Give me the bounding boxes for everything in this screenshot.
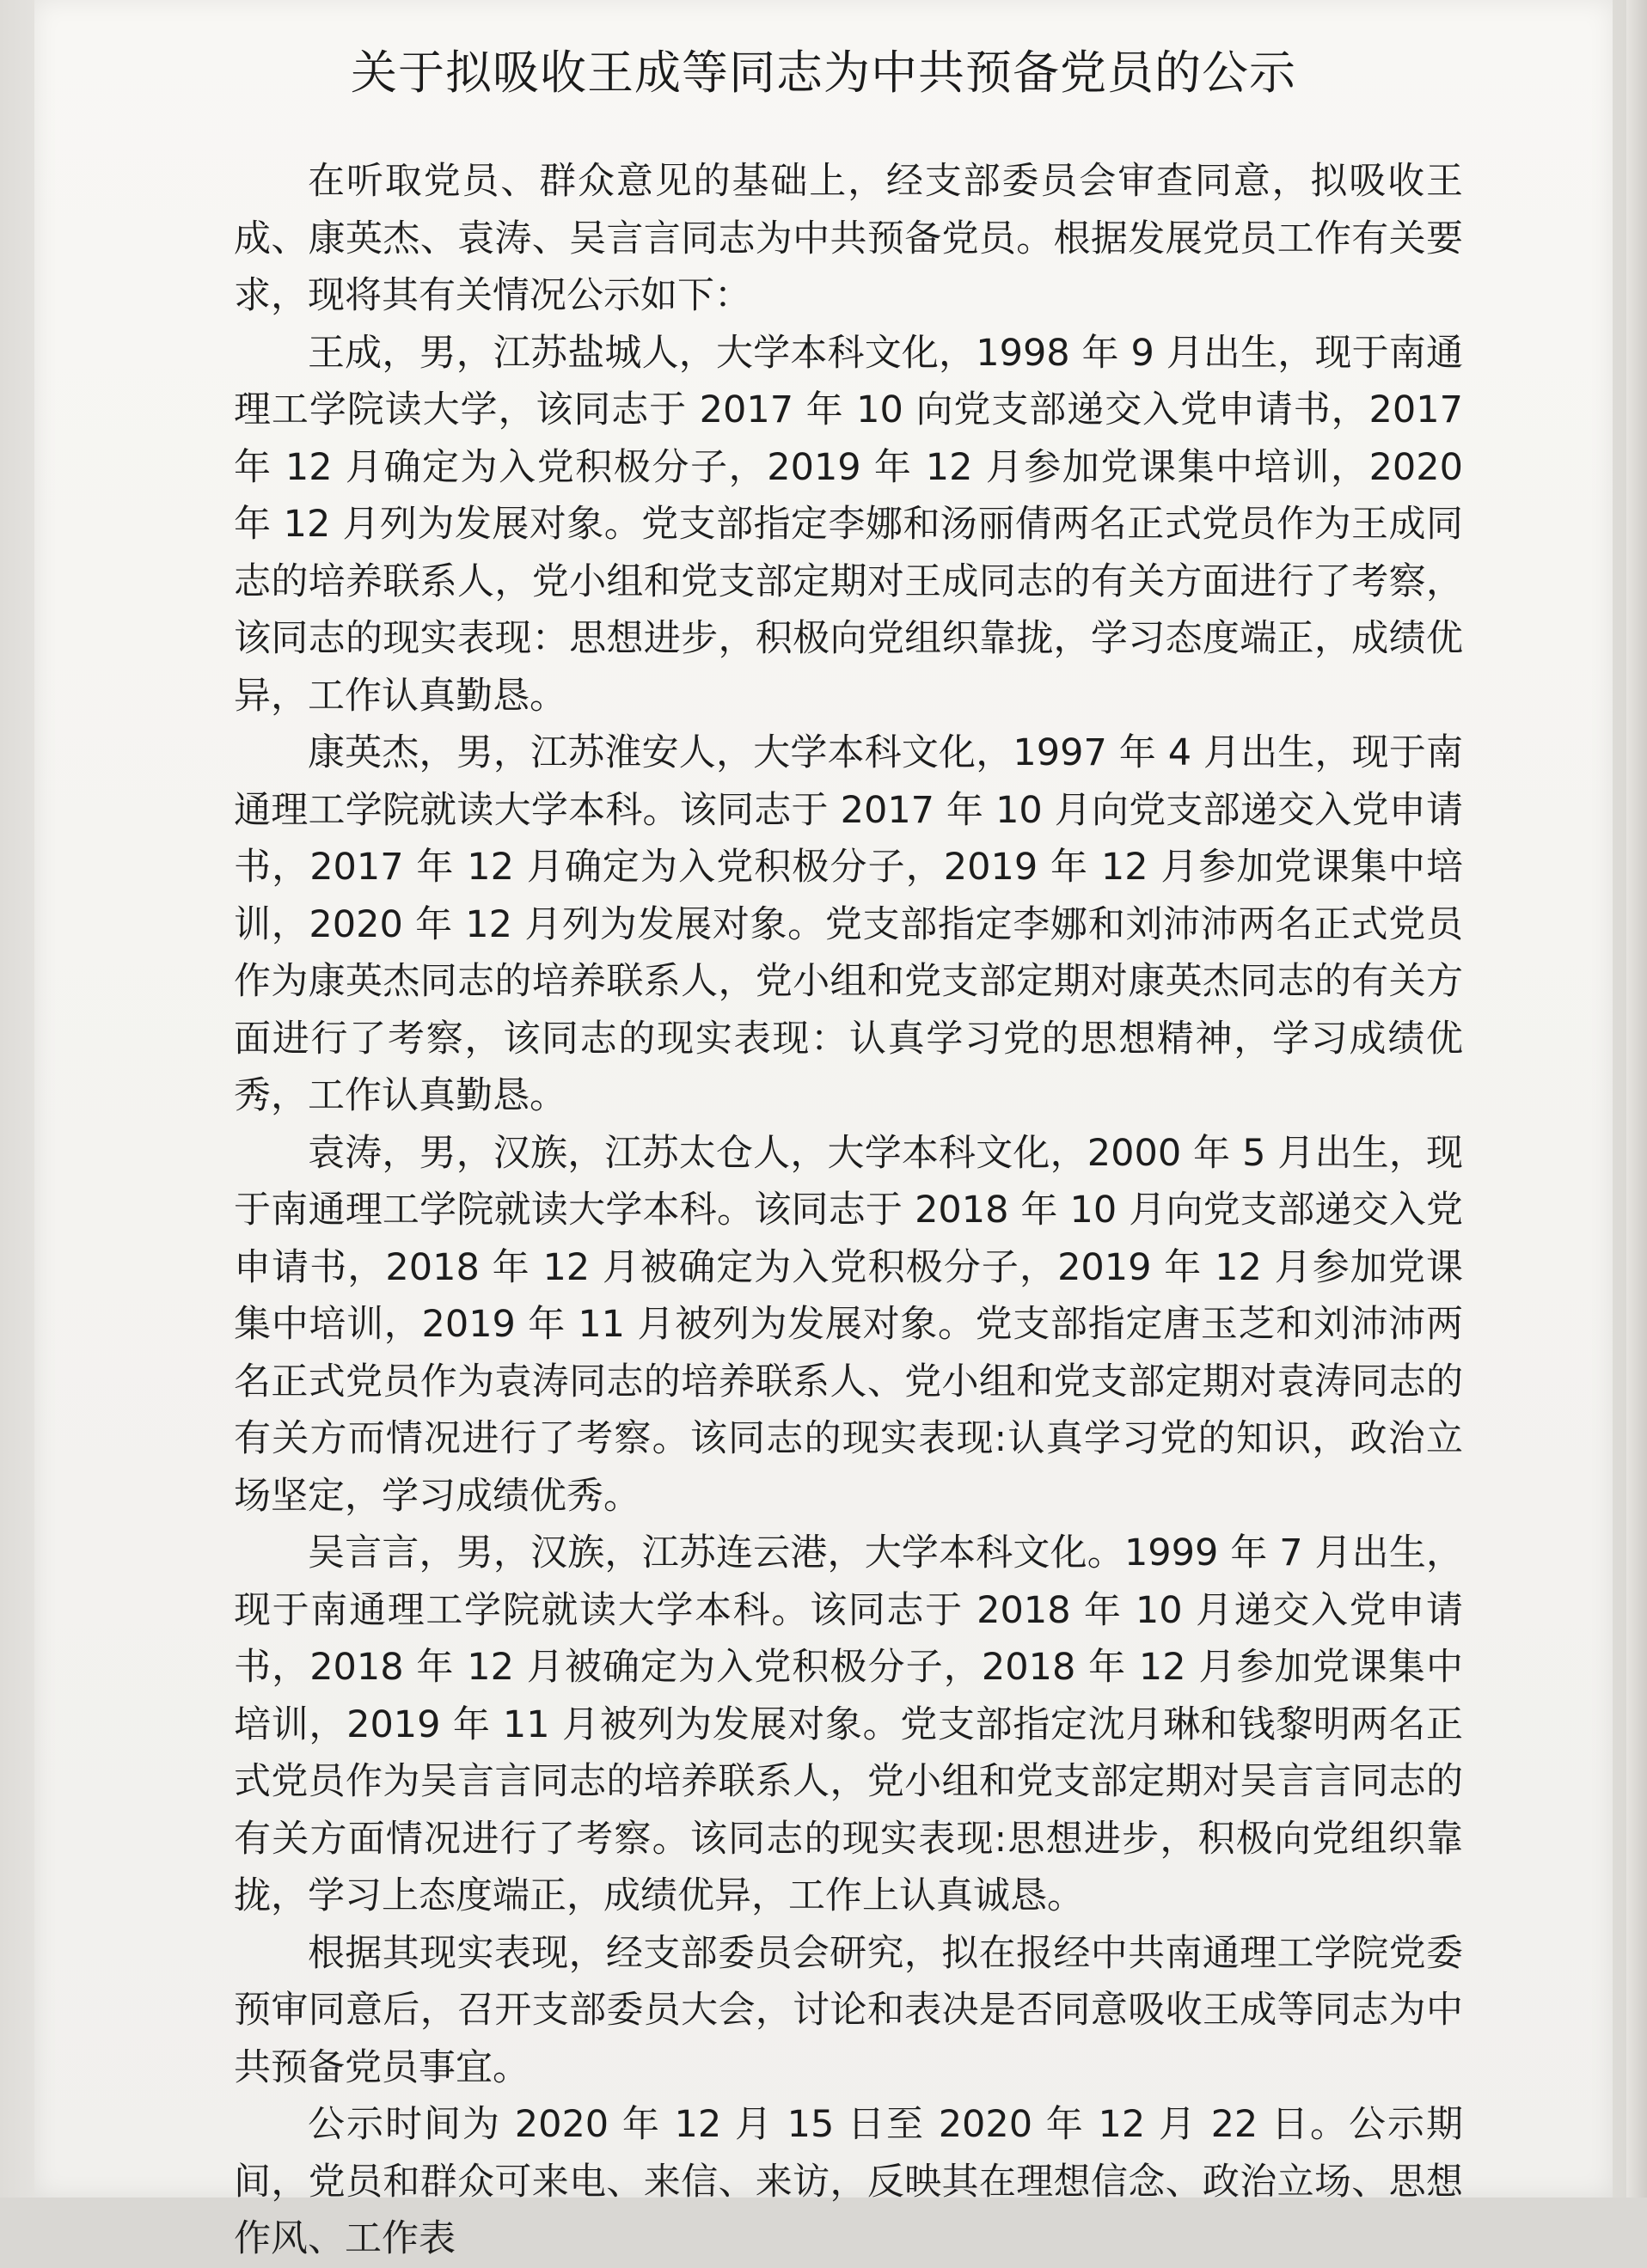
- candidate-wangcheng-paragraph: 王成，男，江苏盐城人，大学本科文化，1998 年 9 月出生，现于南通理工学院读大学，该同志于 2017 年 10 向党支部递交入党申请书，2017 年 12 月确定为入党积极分子，2019 年 12 月参加党课集中培训，2020 年 12 月列为发展对象。党支部指定李娜和汤丽倩两名正式党员作为王成同志的培养联系人，党小组和党支部定期对王成同志的有关方面进行了考察，该同志的现实表现：思想进步，积极向党组织靠拢，学习态度端正，成绩优异，工作认真勤恳。: [234, 331, 1463, 718]
- candidate-wuyanyan-paragraph: 吴言言，男，汉族，江苏连云港，大学本科文化。1999 年 7 月出生，现于南通理工学院就读大学本科。该同志于 2018 年 10 月递交入党申请书，2018 年 12 月被确定为入党积极分子，2018 年 12 月参加党课集中培训，2019 年 11 月被列为发展对象。党支部指定沈月琳和钱黎明两名正式党员作为吴言言同志的培养联系人，党小组和党支部定期对吴言言同志的有关方面情况进行了考察。该同志的现实表现:思想进步，积极向党组织靠拢，学习上态度端正，成绩优异，工作上认真诚恳。: [234, 1531, 1463, 1917]
- candidate-yuantao-paragraph: 袁涛，男，汉族，江苏太仓人，大学本科文化，2000 年 5 月出生，现于南通理工学院就读大学本科。该同志于 2018 年 10 月向党支部递交入党申请书，2018 年 12 月被确定为入党积极分子，2019 年 12 月参加党课集中培训，2019 年 11 月被列为发展对象。党支部指定唐玉芝和刘沛沛两名正式党员作为袁涛同志的培养联系人、党小组和党支部定期对袁涛同志的有关方而情况进行了考察。该同志的现实表现:认真学习党的知识，政治立场坚定，学习成绩优秀。: [234, 1131, 1463, 1518]
- document-title: 关于拟吸收王成等同志为中共预备党员的公示: [351, 46, 1296, 100]
- document-body: [234, 153, 1463, 2268]
- publicity-period-paragraph: 公示时间为 2020 年 12 月 15 日至 2020 年 12 月 22 日。公示期间，党员和群众可来电、来信、来访，反映其在理想信念、政治立场、思想作风、工作表: [234, 2103, 1463, 2260]
- decision-paragraph: 根据其现实表现，经支部委员会研究，拟在报经中共南通理工学院党委预审同意后，召开支部委员大会，讨论和表决是否同意吸收王成等同志为中共预备党员事宜。: [234, 1931, 1463, 2089]
- paper-edge-shadow: [1626, 0, 1647, 2198]
- intro-paragraph: 在听取党员、群众意见的基础上，经支部委员会审查同意，拟吸收王成、康英杰、袁涛、吴言言同志为中共预备党员。根据发展党员工作有关要求，现将其有关情况公示如下：: [234, 160, 1463, 317]
- candidate-kangyingjie-paragraph: 康英杰，男，江苏淮安人，大学本科文化，1997 年 4 月出生，现于南通理工学院就读大学本科。该同志于 2017 年 10 月向党支部递交入党申请书，2017 年 12 月确定为入党积极分子，2019 年 12 月参加党课集中培训，2020 年 12 月列为发展对象。党支部指定李娜和刘沛沛两名正式党员作为康英杰同志的培养联系人，党小组和党支部定期对康英杰同志的有关方面进行了考察，该同志的现实表现：认真学习党的思想精神，学习成绩优秀，工作认真勤恳。: [234, 731, 1463, 1117]
